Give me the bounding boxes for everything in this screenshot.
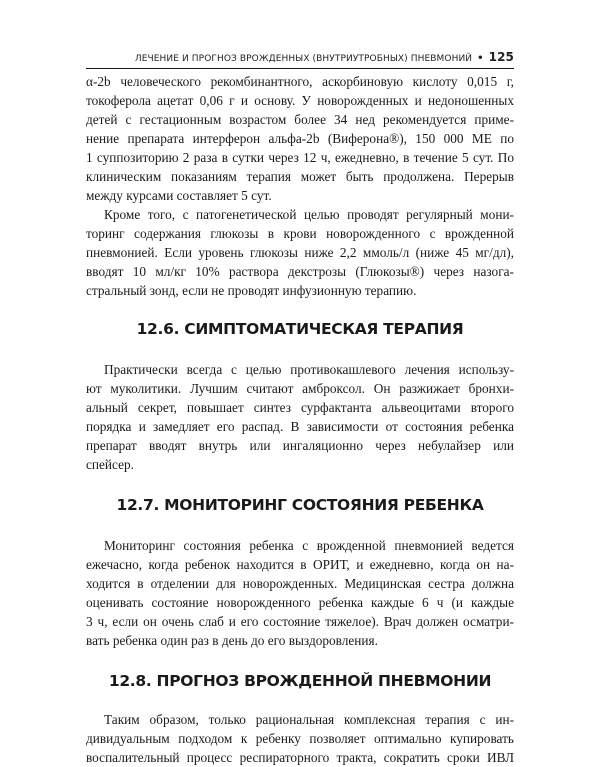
- paragraph-mucolytics: [86, 360, 514, 474]
- header-rule: [86, 68, 514, 69]
- page-body: [86, 72, 514, 767]
- header-separator: •: [477, 53, 484, 64]
- text-line: детей с гестационным возрастом более 34 нед рекомендуется приме-: [86, 112, 514, 127]
- paragraph-interferon: [86, 72, 514, 205]
- text-line: 3 ч, если он очень слаб и его состояние тяжелое). Врач должен осматри-: [86, 614, 514, 629]
- text-line: токоферола ацетат 0,06 г и основу. У новорожденных и недоношенных: [86, 93, 514, 108]
- text-line: Практически всегда с целью противокашлевого лечения использу-: [104, 362, 514, 377]
- section-heading-12-8: 12.8. ПРОГНОЗ ВРОЖДЕННОЙ ПНЕВМОНИИ: [108, 672, 492, 690]
- text-line: препарат вводят внутрь или ингаляционно через небулайзер или: [86, 438, 514, 453]
- text-line: стральный зонд, если не проводят инфузионную терапию.: [86, 283, 417, 298]
- text-line: Таким образом, только рациональная комплексная терапия с ин-: [104, 712, 514, 727]
- paragraph-prognosis: [86, 710, 514, 767]
- text-line: клиническим показаниям терапия может быть продолжена. Перерыв: [86, 169, 514, 184]
- page-number: 125: [488, 50, 514, 64]
- text-line: пневмонией. Если уровень глюкозы ниже 2,2 ммоль/л (ниже 45 мг/дл),: [86, 245, 514, 260]
- running-head: [86, 50, 514, 64]
- paragraph-monitoring: [86, 536, 514, 650]
- text-line: ежечасно, когда ребенок находится в ОРИТ, и ежедневно, когда он на-: [86, 557, 514, 572]
- text-line: оценивать состояние новорожденного ребенка каждые 6 ч (и каждые: [86, 595, 514, 610]
- text-line: торинг содержания глюкозы в крови новорожденного с врожденной: [86, 226, 514, 241]
- text-line: воспалительный процесс респираторного тракта, сократить сроки ИВЛ: [86, 750, 514, 765]
- text-line: 1 суппозиторию 2 раза в сутки через 12 ч, ежедневно, в течение 5 сут. По: [86, 150, 514, 165]
- text-line: Мониторинг состояния ребенка с врожденной пневмонией ведется: [104, 538, 514, 553]
- text-line: нение препарата интерферон альфа-2b (Виферона®), 150 000 МЕ по: [86, 131, 514, 146]
- text-line: альный секрет, повышает синтез сурфактанта альвеоцитами второго: [86, 400, 514, 415]
- text-line: Кроме того, с патогенетической целью проводят регулярный мони-: [104, 207, 514, 222]
- section-heading-12-7: 12.7. МОНИТОРИНГ СОСТОЯНИЯ РЕБЕНКА: [116, 496, 484, 514]
- paragraph-glucose: [86, 205, 514, 300]
- text-line: ходится в отделении для новорожденных. Медицинская сестра должна: [86, 576, 514, 591]
- text-line: ют муколитики. Лучшим считают амброксол. Он разжижает бронхи-: [86, 381, 514, 396]
- text-line: порядка и замедляет его распад. В зависимости от состояния ребенка: [86, 419, 514, 434]
- section-heading-12-6: 12.6. СИМПТОМАТИЧЕСКАЯ ТЕРАПИЯ: [136, 320, 464, 338]
- text-line: вать ребенка один раз в день до его выздоровления.: [86, 633, 378, 648]
- text-line: α-2b человеческого рекомбинантного, аскорбиновую кислоту 0,015 г,: [86, 74, 514, 89]
- text-line: между курсами составляет 5 сут.: [86, 188, 272, 203]
- text-line: дивидуальным подходом к ребенку позволяет оптимально купировать: [86, 731, 514, 746]
- text-line: спейсер.: [86, 457, 134, 472]
- running-title: ЛЕЧЕНИЕ И ПРОГНОЗ ВРОЖДЕННЫХ (ВНУТРИУТРОБНЫХ) ПНЕВМОНИЙ: [134, 54, 473, 64]
- text-line: вводят 10 мл/кг 10% раствора декстрозы (Глюкозы®) через назога-: [86, 264, 514, 279]
